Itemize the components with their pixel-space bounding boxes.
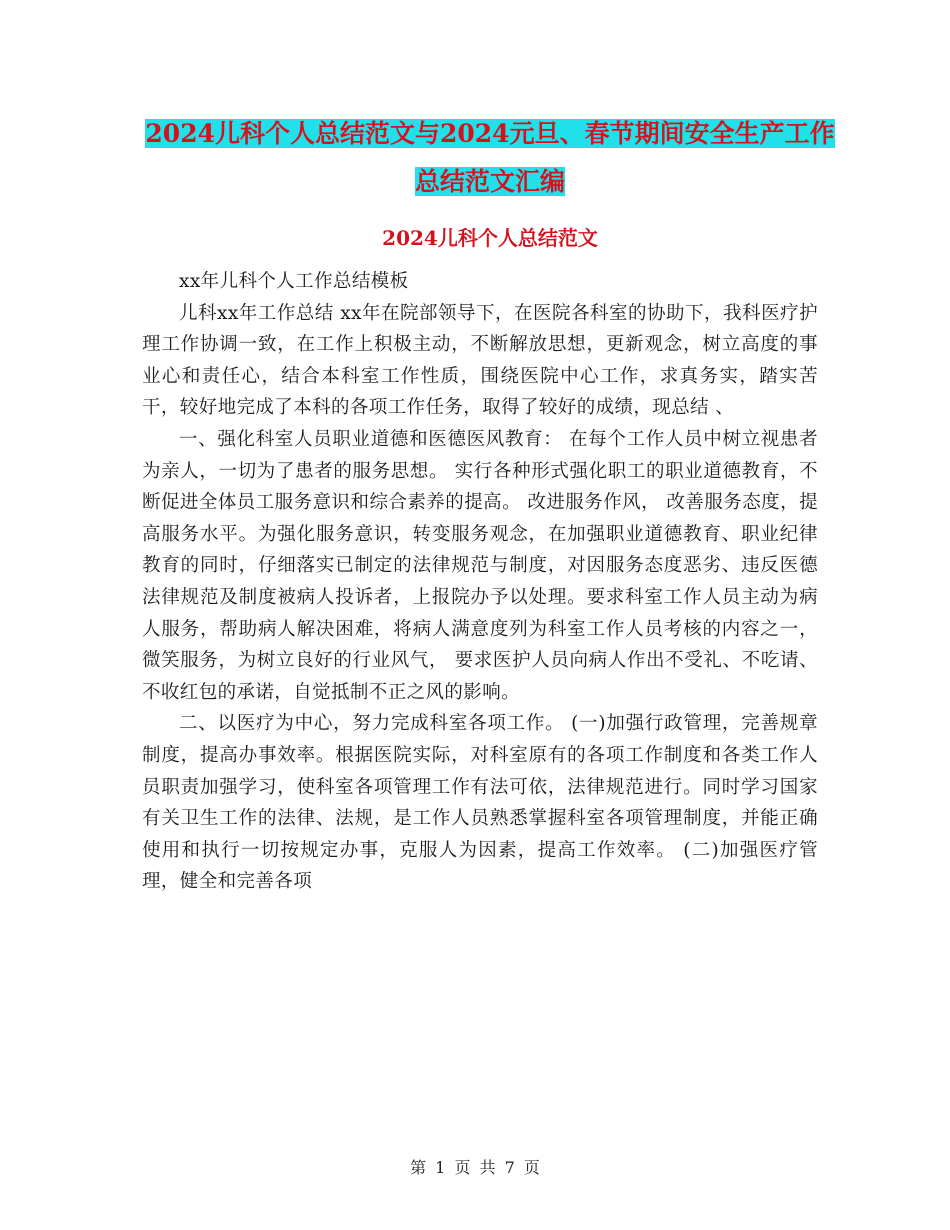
page-number-footer: 第 1 页 共 7 页 [410,1158,540,1177]
document-title-text: 2024儿科个人总结范文与2024元旦、春节期间安全生产工作总结范文汇编 [145,119,835,196]
document-body [142,266,818,898]
paragraph-subtitle: xx年儿科个人工作总结模板 [179,271,409,292]
paragraph-section-1: 一、强化科室人员职业道德和医德医风教育： 在每个工作人员中树立视患者为亲人，一切为了患者的服务思想。 实行各种形式强化职工的职业道德教育，不断促进全体员工服务意识和综合素养的提高。 改进服务作风， 改善服务态度，提高服务水平。为强化服务意识，转变服务观念，在加强职业道德教育、职业纪律教育的同时，仔细落实已制定的法律规范与制度，对因服务态度恶劣、违反医德法律规范及制度被病人投诉者，上报院办予以处理。要求科室工作人员主动为病人服务，帮助病人解决困难，将病人满意度列为科室工作人员考核的内容之一，微笑服务，为树立良好的行业风气， 要求医护人员向病人作出不受礼、不吃请、不收红包的承诺，自觉抵制不正之风的影响。 [142,428,818,703]
paragraph-intro: 儿科xx年工作总结 xx年在院部领导下，在医院各科室的协助下，我科医疗护理工作协调一致，在工作上积极主动，不断解放思想，更新观念，树立高度的事业心和责任心，结合本科室工作性质，围绕医院中心工作，求真务实，踏实苦干，较好地完成了本科的各项工作任务，取得了较好的成绩，现总结 、 [142,302,818,419]
document-title [140,110,840,206]
paragraph-section-2: 二、以医疗为中心，努力完成科室各项工作。 (一)加强行政管理，完善规章制度，提高办事效率。根据医院实际，对科室原有的各项工作制度和各类工作人员职责加强学习，使科室各项管理工作有法可依，法律规范进行。同时学习国家有关卫生工作的法律、法规，是工作人员熟悉掌握科室各项管理制度，并能正确使用和执行一切按规定办事，克服人为因素，提高工作效率。 (二)加强医疗管理，健全和完善各项 [142,713,818,893]
section-title: 2024儿科个人总结范文 [382,226,598,250]
